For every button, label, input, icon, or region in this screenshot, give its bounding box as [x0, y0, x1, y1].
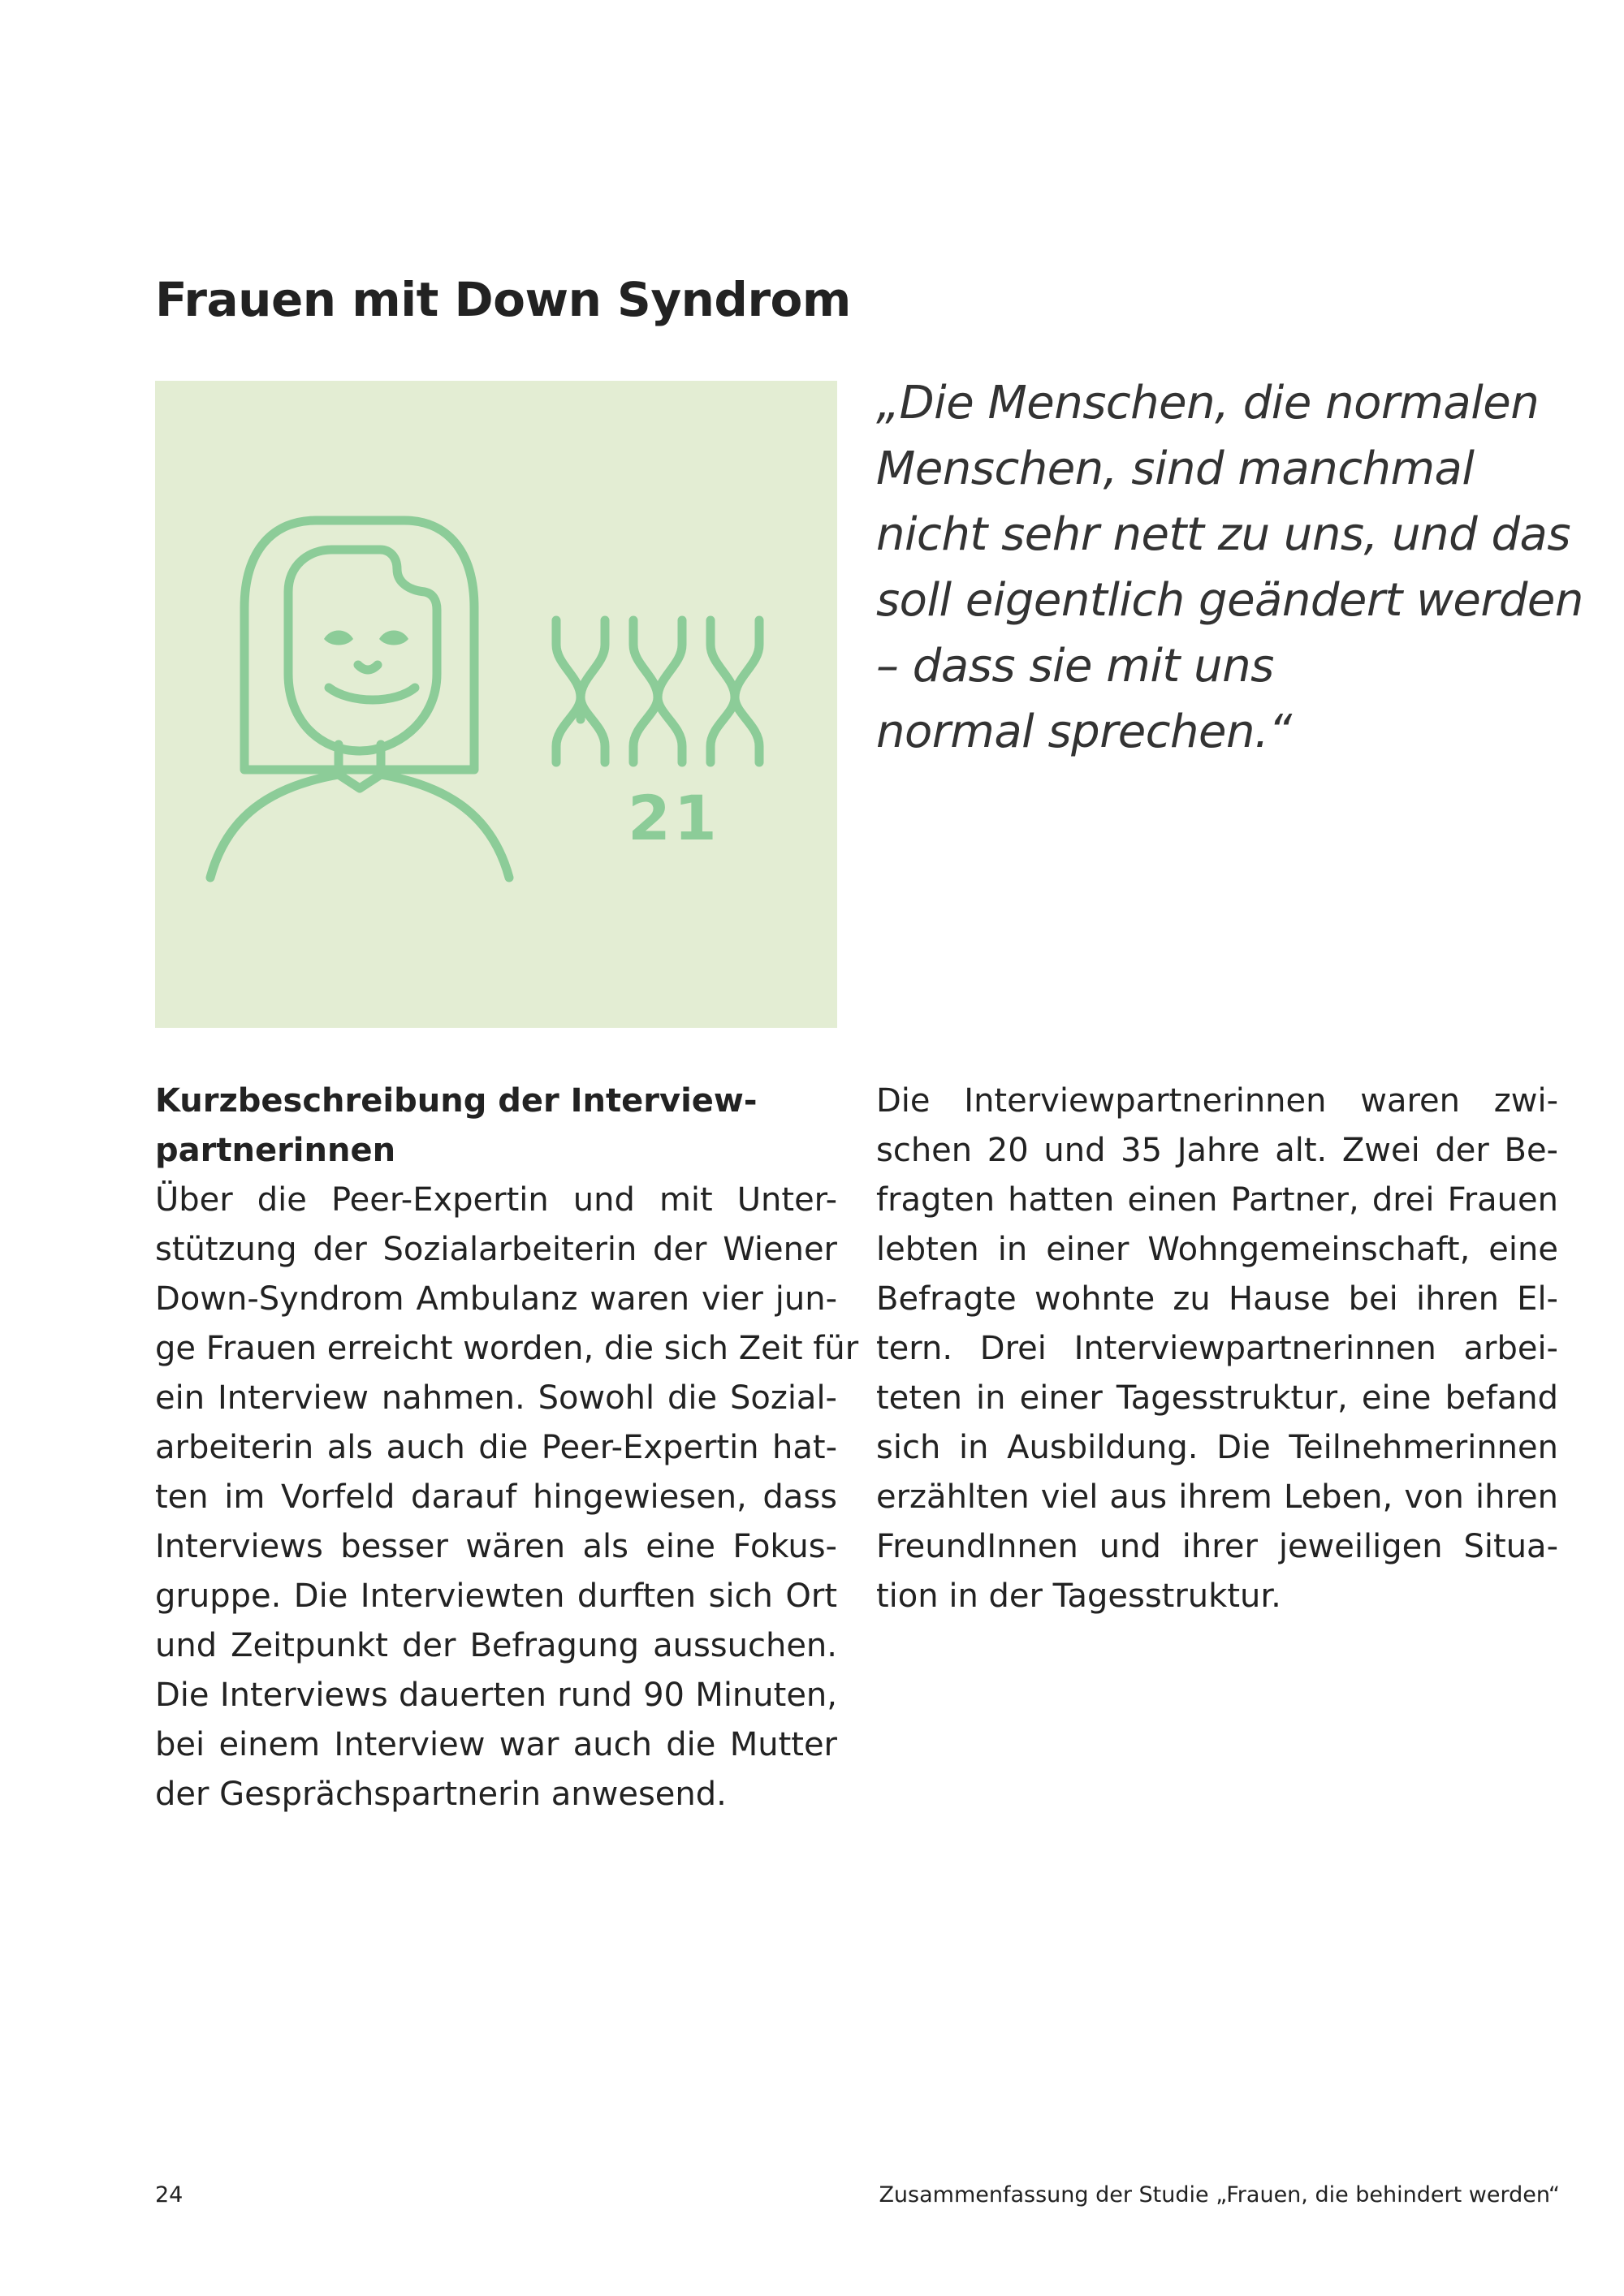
right-eye: [379, 631, 408, 645]
text-line: fragten hatten einen Partner, drei Frauen: [876, 1181, 1558, 1219]
text-line: und Zeitpunkt der Befragung aussuchen.: [155, 1627, 837, 1664]
section-heading: [155, 1077, 837, 1176]
quote: [876, 370, 1583, 765]
quote-line: nicht sehr nett zu uns, und das: [876, 508, 1571, 561]
quote-line: soll eigentlich geändert werden: [876, 574, 1583, 627]
quote-line: normal sprechen.“: [876, 706, 1292, 758]
page-title: Frauen mit Down Syndrom: [155, 272, 851, 327]
text-line: FreundInnen und ihrer jeweiligen Situa-: [876, 1528, 1558, 1565]
text-line: erzählten viel aus ihrem Leben, von ihren: [876, 1478, 1558, 1516]
text-line: teten in einer Tagesstruktur, eine befand: [876, 1379, 1558, 1417]
text-line: schen 20 und 35 Jahre alt. Zwei der Be-: [876, 1132, 1558, 1169]
text-line: Über die Peer-Expertin und mit Unter-: [155, 1181, 837, 1219]
left-eye: [324, 631, 353, 645]
illustration-panel: [155, 381, 837, 1028]
text-line: bei einem Interview war auch die Mutter: [155, 1726, 837, 1763]
right-shoulder: [381, 775, 509, 878]
text-line: ge Frauen erreicht worden, die sich Zeit für: [155, 1330, 859, 1367]
heading-line: Kurzbeschreibung der Interview-: [155, 1082, 758, 1120]
body-paragraph: [876, 1077, 1558, 1621]
text-line: ein Interview nahmen. Sowohl die Sozial-: [155, 1379, 837, 1417]
text-line: lebten in einer Wohngemeinschaft, eine: [876, 1231, 1558, 1268]
chromosome-group: [556, 620, 759, 762]
nose: [358, 665, 378, 670]
text-line: stützung der Sozialarbeiterin der Wiener: [155, 1231, 837, 1268]
chromosome-number: 21: [628, 782, 720, 854]
smile: [329, 688, 415, 700]
running-footer-title: Zusammenfassung der Studie „Frauen, die behindert werden“: [879, 2182, 1560, 2208]
text-line: sich in Ausbildung. Die Teilnehmerinnen: [876, 1429, 1558, 1466]
face-outline: [288, 550, 437, 751]
heading-line: partnerinnen: [155, 1132, 396, 1169]
text-line: tern. Drei Interviewpartnerinnen arbei-: [876, 1330, 1558, 1367]
chromosome-2-a: [633, 620, 658, 697]
chromosome-1-b: [581, 620, 605, 697]
woman-with-chromosome-icon: [155, 381, 837, 1028]
text-line: der Gesprächspartnerin anwesend.: [155, 1776, 727, 1813]
right-column: [876, 1077, 1558, 1621]
text-line: Die Interviewpartnerinnen waren zwi-: [876, 1082, 1558, 1120]
left-shoulder: [210, 775, 339, 878]
quote-line: „Die Menschen, die normalen: [876, 377, 1540, 429]
page-number: 24: [155, 2182, 184, 2208]
text-line: tion in der Tagesstruktur.: [876, 1577, 1281, 1615]
chromosome-3-b: [735, 620, 759, 697]
text-line: Interviews besser wären als eine Fokus-: [155, 1528, 837, 1565]
chromosome-2-b: [658, 620, 682, 697]
left-column: [155, 1077, 859, 1819]
text-line: gruppe. Die Interviewten durften sich Ort: [155, 1577, 837, 1615]
text-line: ten im Vorfeld darauf hingewiesen, dass: [155, 1478, 837, 1516]
quote-line: Menschen, sind manchmal: [876, 442, 1475, 495]
chromosome-3-a: [710, 620, 735, 697]
text-line: Die Interviews dauerten rund 90 Minuten,: [155, 1677, 837, 1714]
body-paragraph: [155, 1176, 859, 1819]
text-line: Down-Syndrom Ambulanz waren vier jun-: [155, 1280, 837, 1318]
text-line: arbeiterin als auch die Peer-Expertin hat-: [155, 1429, 837, 1466]
text-line: Befragte wohnte zu Hause bei ihren El-: [876, 1280, 1558, 1318]
quote-line: – dass sie mit uns: [876, 640, 1274, 693]
